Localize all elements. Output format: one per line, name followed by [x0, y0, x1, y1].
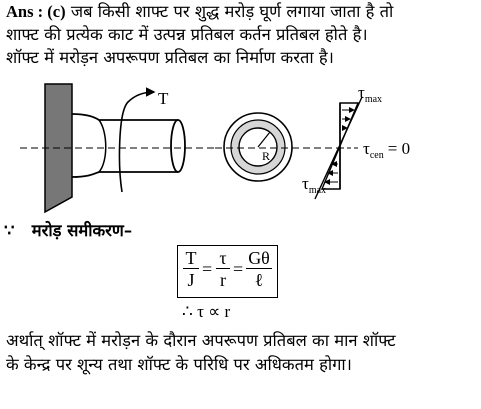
torsion-equation-box	[177, 245, 278, 298]
torsion-equation-heading	[4, 218, 132, 241]
proportionality-statement: ∴ τ ∝ r	[182, 302, 231, 321]
answer-line-1	[6, 2, 393, 22]
answer-text-1: जब किसी शाफ्ट पर शुद्ध मरोड़ घूर्ण लगाया जाता है तो	[70, 2, 394, 21]
answer-line-3: शॉफ्ट में मरोड़न अपरूपण प्रतिबल का निर्माण करता है।	[6, 48, 334, 67]
shear-stress-diagram	[302, 83, 410, 199]
answer-line-2: शाफ्ट की प्रत्येक काट में उत्पन्न प्रतिबल कर्तन प्रतिबल होते है।	[6, 25, 368, 44]
equals-sign-1: =	[202, 259, 213, 279]
tau-max-top-label: $\tau_{max}$	[358, 83, 383, 105]
radius-label: R	[262, 149, 271, 163]
fraction-t-over-j: T J	[183, 248, 199, 291]
equals-sign-2: =	[233, 259, 244, 279]
conclusion-line-1: अर्थात् शॉफ्ट में मरोड़न के दौरान अपरूपण प्रतिबल का मान शॉफ्ट	[6, 331, 396, 350]
shaft-cross-section	[224, 113, 292, 181]
shaft-torsion-figure	[0, 72, 481, 217]
torque-label: T	[158, 89, 169, 108]
conclusion-line-2: के केन्द्र पर शून्य तथा शॉफ्ट के परिधि पर अधिकतम होगा।	[6, 355, 352, 374]
because-symbol: ∵	[4, 221, 15, 240]
torque-arrow	[120, 89, 169, 192]
tau-max-bottom-label: $\tau_{max}$	[302, 174, 327, 196]
tau-cen-label: $\tau_{cen} = 0$	[363, 139, 411, 161]
fraction-tau-over-r: τ r	[216, 248, 230, 291]
heading-text: मरोड़ समीकरण–	[31, 221, 133, 240]
fraction-g-theta-over-l: Gθ ℓ	[246, 248, 272, 291]
answer-label: Ans : (c)	[6, 2, 66, 21]
